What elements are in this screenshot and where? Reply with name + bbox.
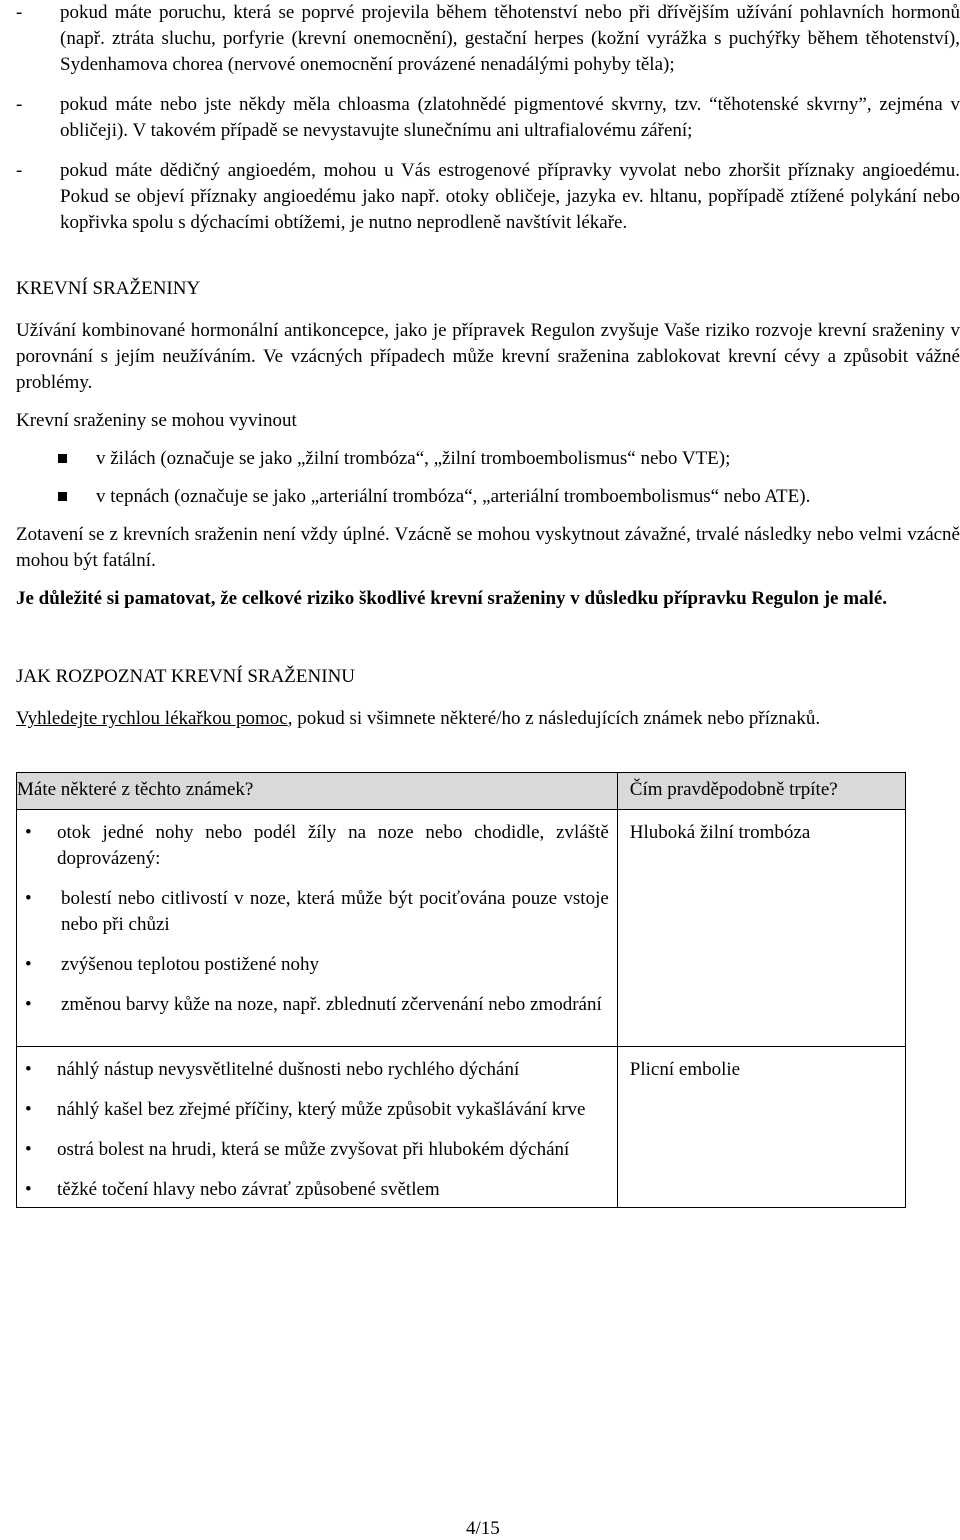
header-text: Čím pravděpodobně trpíte? <box>629 779 838 800</box>
clot-type-list <box>16 446 960 510</box>
table-header-signs <box>17 773 618 810</box>
list-item <box>16 484 960 510</box>
list-item-text: pokud máte poruchu, která se poprvé projevila během těhotenství nebo při dřívějším užívání pohlavních hormonů (např. ztráta sluchu, porfyrie (krevní onemocnění), gestační herpes (kožní vyrážka s puchýřky během těhotenství), Sydenhamova chorea (nervové onemocnění provázené nenadálými pohyby těla); <box>60 2 960 75</box>
header-text: Máte některé z těchto známek? <box>17 779 254 800</box>
dash-marker: - <box>16 160 23 181</box>
list-item <box>17 820 617 872</box>
table-row <box>17 1047 906 1208</box>
bullet-icon: • <box>25 1099 32 1120</box>
condition-text: Plicní embolie <box>629 1059 741 1080</box>
bullet-icon: • <box>25 822 32 843</box>
contraindication-list <box>16 0 960 236</box>
condition-text: Hluboká žilní trombóza <box>629 822 811 843</box>
list-item <box>17 992 617 1018</box>
list-item <box>17 1177 617 1203</box>
paragraph: Užívání kombinované hormonální antikoncepce, jako je přípravek Regulon zvyšuje Vaše riziko rozvoje krevní sraženiny v porovnání s jejím neužíváním. Ve vzácných případech může krevní sraženina zablokovat krevní cévy a způsobit vážné problémy. <box>16 320 960 393</box>
square-bullet-icon <box>58 454 67 463</box>
page-number: 4/15 <box>466 1518 500 1539</box>
dash-marker: - <box>16 2 23 23</box>
table-header-condition <box>617 773 905 810</box>
list-item-text: v žilách (označuje se jako „žilní trombóza“, „žilní tromboembolismus“ nebo VTE); <box>96 448 731 469</box>
bullet-icon: • <box>25 1139 32 1160</box>
paragraph-text: , pokud si všimnete některé/ho z následujících známek nebo příznaků. <box>287 708 821 729</box>
list-item-text: bolestí nebo citlivostí v noze, která může být pociťována pouze vstoje nebo při chůzi <box>61 888 609 935</box>
paragraph: Zotavení se z krevních sraženin není vždy úplné. Vzácně se mohou vyskytnout závažné, trvalé následky nebo velmi vzácně mohou být fatální. <box>16 524 960 571</box>
paragraph <box>16 706 960 732</box>
list-item <box>17 886 617 938</box>
table-cell-signs <box>17 1047 618 1208</box>
square-bullet-icon <box>58 492 67 501</box>
table-row <box>17 810 906 1047</box>
list-item-text: otok jedné nohy nebo podél žíly na noze nebo chodidle, zvláště doprovázený: <box>57 822 609 869</box>
section-heading-blood-clots: KREVNÍ SRAŽENINY <box>16 278 201 299</box>
list-item-text: pokud máte dědičný angioedém, mohou u Vás estrogenové přípravky vyvolat nebo zhoršit příznaky angioedému. Pokud se objeví příznaky angioedému jako např. otoky obličeje, jazyka ev. hltanu, popřípadě ztížené polykání nebo kopřivka spolu s dýchacími obtížemi, je nutno neprodleně navštívit lékaře. <box>60 160 960 233</box>
table-cell-signs <box>17 810 618 1047</box>
list-item-text: v tepnách (označuje se jako „arteriální trombóza“, „arteriální tromboembolismus“ nebo ATE). <box>96 486 811 507</box>
list-item-text: náhlý nástup nevysvětlitelné dušnosti nebo rychlého dýchání <box>57 1059 520 1080</box>
table-cell-condition <box>617 1047 905 1208</box>
list-item-text: ostrá bolest na hrudi, která se může zvyšovat při hlubokém dýchání <box>57 1139 570 1160</box>
table-cell-condition <box>617 810 905 1047</box>
bullet-icon: • <box>25 1179 32 1200</box>
bullet-icon: • <box>25 954 32 975</box>
list-item-text: zvýšenou teplotou postižené nohy <box>61 954 320 975</box>
section-heading-recognize-clot: JAK ROZPOZNAT KREVNÍ SRAŽENINU <box>16 666 356 687</box>
paragraph: Krevní sraženiny se mohou vyvinout <box>16 410 297 431</box>
list-item <box>16 92 960 144</box>
list-item <box>17 1137 617 1163</box>
bullet-icon: • <box>25 994 32 1015</box>
bullet-icon: • <box>25 1059 32 1080</box>
list-item-text: změnou barvy kůže na noze, např. zblednutí zčervenání nebo zmodrání <box>61 994 602 1015</box>
list-item <box>17 1057 617 1083</box>
symptoms-table <box>16 772 906 1208</box>
underlined-text: Vyhledejte rychlou lékařkou pomoc <box>16 708 288 729</box>
table-header-row <box>17 773 906 810</box>
list-item-text: pokud máte nebo jste někdy měla chloasma (zlatohnědé pigmentové skvrny, tzv. “těhotenské skvrny”, zejména v obličeji). V takovém případě se nevystavujte slunečnímu ani ultrafialovému záření; <box>60 94 960 141</box>
important-note: Je důležité si pamatovat, že celkové riziko škodlivé krevní sraženiny v důsledku přípravku Regulon je malé. <box>16 588 888 609</box>
list-item <box>16 0 960 78</box>
list-item-text: těžké točení hlavy nebo závrať způsobené světlem <box>57 1179 440 1200</box>
list-item <box>17 1097 617 1123</box>
list-item-text: náhlý kašel bez zřejmé příčiny, který může způsobit vykašlávání krve <box>57 1099 586 1120</box>
dash-marker: - <box>16 94 23 115</box>
document-page <box>16 0 960 1208</box>
list-item <box>16 158 960 236</box>
bullet-icon: • <box>25 888 32 909</box>
list-item <box>16 446 960 472</box>
list-item <box>17 952 617 978</box>
